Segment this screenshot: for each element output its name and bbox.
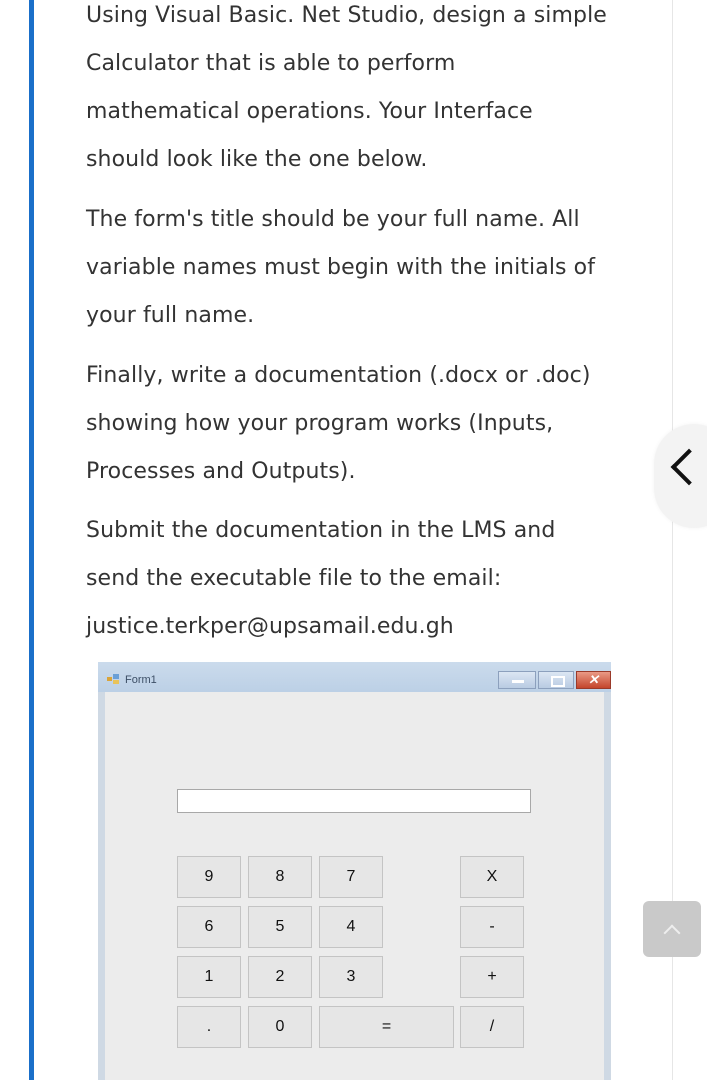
digit-5-button[interactable]: 5	[248, 906, 312, 948]
digit-1-button[interactable]: 1	[177, 956, 241, 998]
form-app-icon	[107, 674, 119, 684]
back-button[interactable]	[654, 424, 707, 528]
email-text: justice.terkper@upsamail.edu.gh	[86, 614, 454, 639]
text-line: Processes and Outputs).	[86, 459, 356, 484]
text-line: mathematical operations. Your Interface	[86, 99, 533, 124]
maximize-icon	[551, 676, 565, 687]
text-line: Submit the documentation in the LMS and	[86, 518, 556, 543]
text-line: send the executable file to the email:	[86, 566, 502, 591]
decimal-button[interactable]: .	[177, 1006, 241, 1048]
form-client-area	[105, 692, 604, 1080]
digit-8-button[interactable]: 8	[248, 856, 312, 898]
divide-button[interactable]: /	[460, 1006, 524, 1048]
text-line: The form's title should be your full name. All	[86, 207, 580, 232]
calculator-form-screenshot	[98, 662, 611, 1080]
digit-2-button[interactable]: 2	[248, 956, 312, 998]
left-accent-bar	[29, 0, 34, 1080]
close-icon: ✕	[588, 672, 599, 687]
close-button[interactable]	[576, 671, 611, 689]
minimize-button[interactable]	[498, 671, 536, 689]
multiply-button[interactable]: X	[460, 856, 524, 898]
digit-9-button[interactable]: 9	[177, 856, 241, 898]
digit-7-button[interactable]: 7	[319, 856, 383, 898]
text-line: Finally, write a documentation (.docx or .doc)	[86, 363, 591, 388]
calculator-display[interactable]	[177, 789, 531, 813]
paragraph-documentation	[86, 352, 591, 496]
text-line: showing how your program works (Inputs,	[86, 411, 554, 436]
maximize-button[interactable]	[538, 671, 574, 689]
digit-0-button[interactable]: 0	[248, 1006, 312, 1048]
chevron-up-icon	[664, 925, 681, 942]
text-line: Calculator that is able to perform	[86, 51, 456, 76]
subtract-button[interactable]: -	[460, 906, 524, 948]
digit-6-button[interactable]: 6	[177, 906, 241, 948]
form-titlebar	[98, 662, 611, 692]
digit-3-button[interactable]: 3	[319, 956, 383, 998]
digit-4-button[interactable]: 4	[319, 906, 383, 948]
text-line: variable names must begin with the initials of	[86, 255, 596, 280]
add-button[interactable]: +	[460, 956, 524, 998]
paragraph-title-rules	[86, 196, 595, 340]
equals-button[interactable]: =	[319, 1006, 454, 1048]
minimize-icon	[512, 680, 524, 683]
text-line: should look like the one below.	[86, 147, 428, 172]
paragraph-instructions	[86, 0, 607, 184]
chevron-left-icon	[671, 449, 707, 486]
paragraph-submission	[86, 507, 555, 651]
text-line: your full name.	[86, 303, 255, 328]
text-line: Using Visual Basic. Net Studio, design a simple	[86, 3, 607, 28]
form-title: Form1	[125, 674, 157, 686]
scroll-to-top-button[interactable]	[643, 901, 701, 957]
